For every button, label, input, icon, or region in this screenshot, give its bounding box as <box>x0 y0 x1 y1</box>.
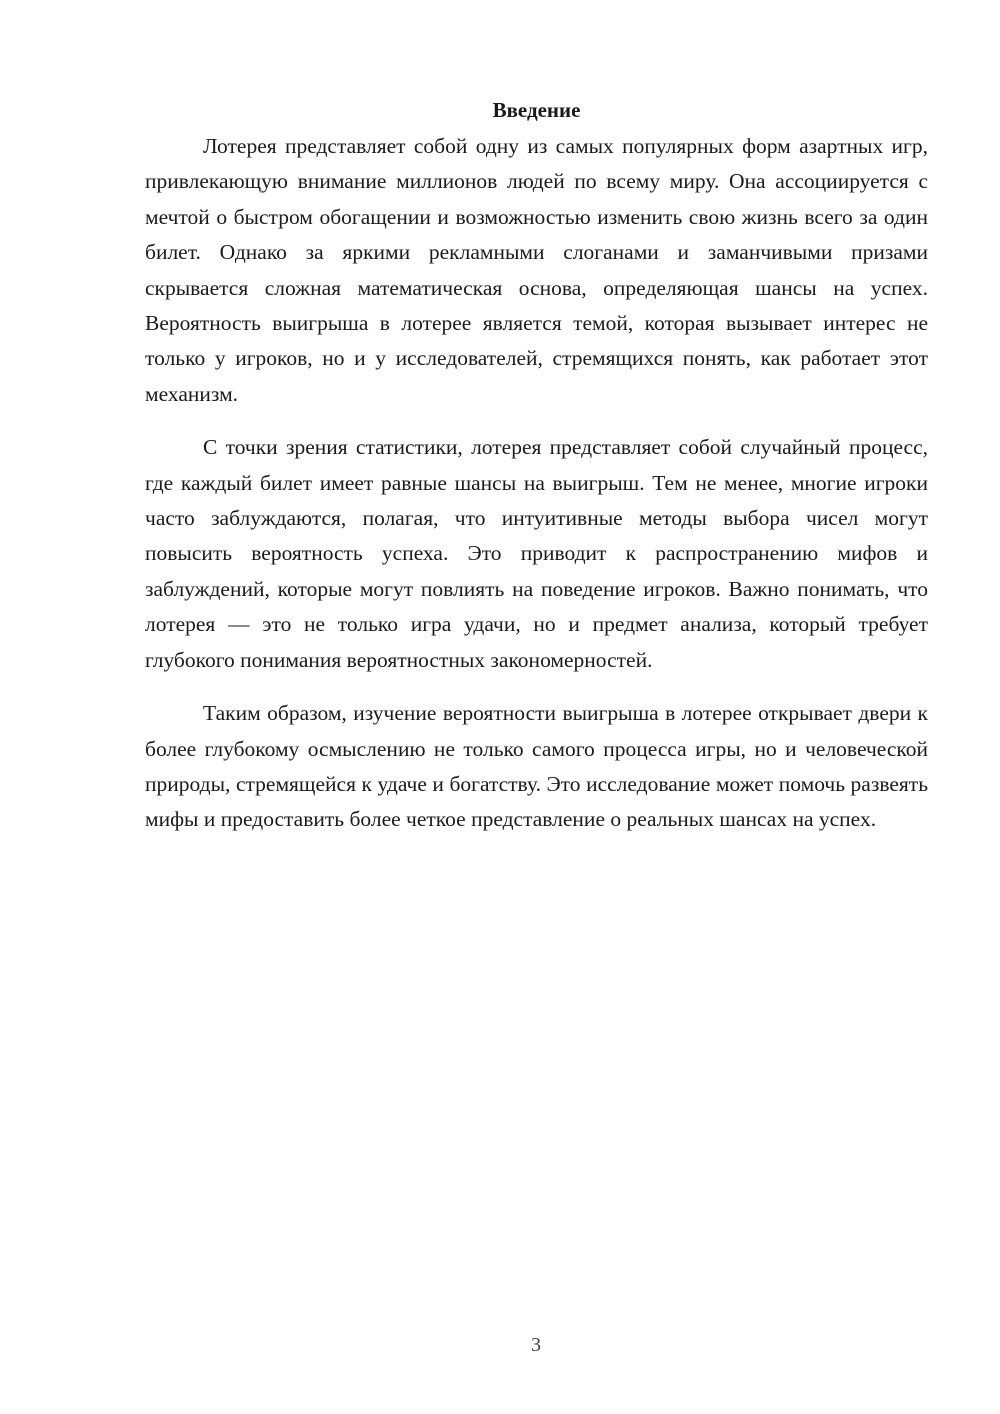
paragraph: С точки зрения статистики, лотерея представляет собой случайный процесс, где каждый билет имеет равные шансы на выигрыш. Тем не менее, многие игроки часто заблуждаются, полагая, что интуитивные методы выбора чисел могут повысить вероятность успеха. Это приводит к распространению мифов и заблуждений, которые могут повлиять на поведение игроков. Важно понимать, что лотерея — это не только игра удачи, но и предмет анализа, который требует глубокого понимания вероятностных закономерностей. <box>145 435 928 672</box>
paragraph: Таким образом, изучение вероятности выигрыша в лотерее открывает двери к более глубокому осмыслению не только самого процесса игры, но и человеческой природы, стремящейся к удаче и богатству. Это исследование может помочь развеять мифы и предоставить более четкое представление о реальных шансах на успех. <box>145 701 928 832</box>
page-number: 3 <box>531 1334 541 1356</box>
section-title: Введение <box>492 98 581 122</box>
paragraph: Лотерея представляет собой одну из самых популярных форм азартных игр, привлекающую внимание миллионов людей по всему миру. Она ассоциируется с мечтой о быстром обогащении и возможностью изменить свою жизнь всего за один билет. Однако за яркими рекламными слоганами и заманчивыми призами скрывается сложная математическая основа, определяющая шансы на успех. Вероятность выигрыша в лотерее является темой, которая вызывает интерес не только у игроков, но и у исследователей, стремящихся понять, как работает этот механизм. <box>145 134 928 406</box>
page-content <box>145 95 928 856</box>
